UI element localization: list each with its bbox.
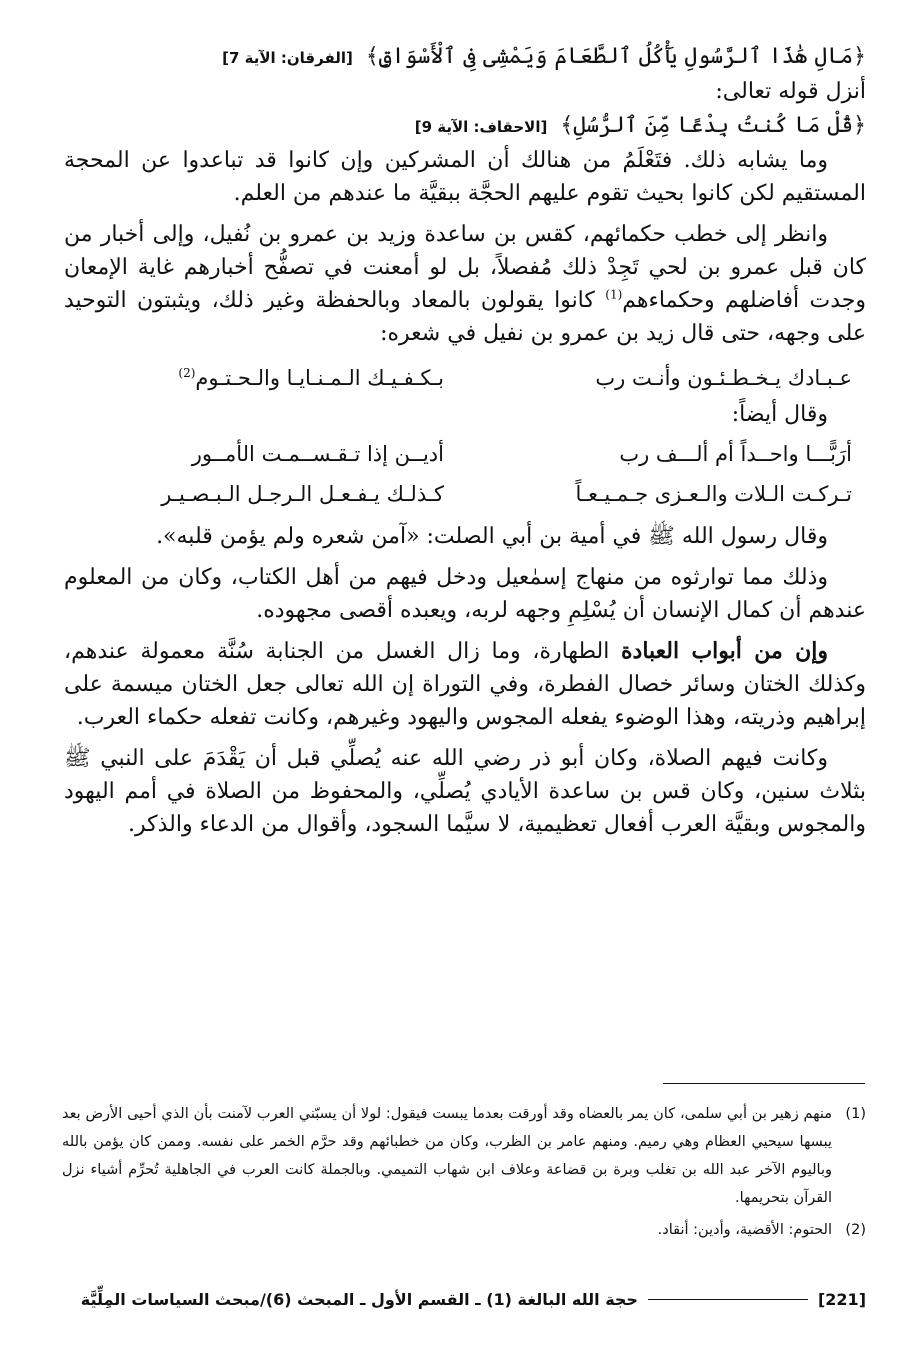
footnote-separator (663, 1083, 865, 1084)
poem-first-hemistich: تـركـت الـلات والـعـزى جـمـيـعـاً (575, 482, 852, 506)
footnote-text: منهم زهير بن أبي سلمى، كان يمر بالعضاه وقد أورقت بعدما يبست فيقول: لولا أن يسبّني العرب لآمنت بأن الذي أحيى الأرض بعد يبسها سيحيي العظام وهي رميم. ومنهم عامر بن الظرب، وكان من خطبائهم وقد حرَّم الخمر على نفسه. وممن كان يؤمن بالله وباليوم الآخر عبد الله بن تغلب وبرة بن قضاعة وعلاف ابن شهاب التميمي. وبالجملة كانت العرب في الجاهلية تُحرِّم أشياء نزل القرآن بتحريمها. (62, 1106, 832, 1206)
running-title: حجة الله البالغة (1) ـ القسم الأول ـ المبحث (6)/مبحث السياسات المِلِّيَّة (80, 1290, 638, 1309)
footnote-marker-2: (2) (178, 366, 196, 380)
paragraph-4: وذلك مما توارثوه من منهاج إسمٰعيل ودخل فيهم من أهل الكتاب، وكان من المعلوم عندهم أن كمال الإنسان أن يُسْلِمِ وجهه لربه، ويعبده أقصى مجهوده. (64, 565, 866, 623)
footer-rule (648, 1299, 808, 1300)
footnote-1 (62, 1100, 866, 1212)
paragraph-5 (64, 635, 866, 734)
verse-reference: [الاحقاف: الآية 9] (414, 118, 548, 136)
poem-first-hemistich: عـبـادك يـخـطـئـون وأنـت رب (595, 366, 852, 390)
poem-second-hemistich-text: بـكـفـيـك الـمـنـايـا والـحـتـوم (195, 366, 444, 390)
poem-second-hemistich: أديــن إذا تـقـســمـت الأمــور (191, 442, 444, 466)
verse-text: ﴿قُلْ مَا كُنتُ بِدْعًا مِّنَ ٱلرُّسُلِ﴾ (560, 113, 866, 138)
paragraph-2-part-a: وانظر إلى خطب حكمائهم، كقس بن ساعدة وزيد بن عمرو بن نُفيل، وإلى أخبار من كان قبل عمرو بن لحي تَجِدْ ذلك مُفصلاً، بل لو أمعنت في تصفُّح أخبارهم غاية الإمعان وجدت أفاضلهم وحكماءهم (64, 222, 867, 313)
paragraph-2-part-b: كانوا يقولون بالمعاد وبالحفظة وغير ذلك، ويثبتون التوحيد على وجهه، حتى قال زيد بن عمرو بن نفيل في شعره: (64, 288, 866, 346)
poem (64, 358, 866, 514)
paragraph-2 (64, 218, 866, 350)
verse-text: ﴿مَالِ هَٰذَا ٱلرَّسُولِ يَأْكُلُ ٱلطَّعَامَ وَيَمْشِى فِى ٱلْأَسْوَاقِ﴾ (365, 44, 866, 69)
quran-verse-ahqaf (64, 109, 866, 144)
poem-first-hemistich: أرَبًّـــا واحــداً أم ألـــف رب (619, 442, 852, 466)
poem-second-hemistich: كـذلـك يـفـعـل الـرجـل الـبـصـيـر (161, 482, 444, 506)
quran-verse-furqan (64, 40, 866, 75)
paragraph-5-lead: وإن من أبواب العبادة (621, 638, 828, 664)
footnote-number: (2) (845, 1222, 866, 1238)
footnotes (62, 1100, 866, 1248)
poem-intro: وقال أيضاً: (731, 402, 828, 427)
poem-verse-1 (64, 358, 866, 398)
page-number: [221] (817, 1290, 866, 1309)
paragraph-5-rest: الطهارة، وما زال الغسل من الجنابة سُنَّة معمولة عندهم، وكذلك الختان وسائر خصال الفطرة، وفي التوراة إن الله تعالى جعل الختان ميسمة على إبراهيم وذريته، وهذا الوضوء يفعله المجوس واليهود وغيرهم، وكانت تفعله حكماء العرب. (64, 639, 867, 730)
paragraph-1: وما يشابه ذلك. فتَعْلَمُ من هنالك أن المشركين وإن كانوا قد تباعدوا عن المحجة المستقيم لكن كانوا بحيث تقوم عليهم الحجَّة ببقيَّة ما عندهم من العلم. (64, 148, 866, 206)
page-footer (62, 1290, 866, 1309)
main-text (64, 40, 866, 841)
poem-verse-3 (64, 474, 866, 514)
footnote-text: الحتوم: الأقضية، وأدين: أنقاد. (657, 1222, 832, 1238)
footnote-2 (62, 1216, 866, 1244)
poem-verse-2 (64, 434, 866, 474)
paragraph-6: وكانت فيهم الصلاة، وكان أبو ذر رضي الله عنه يُصلِّي قبل أن يَقْدَمَ على النبي ﷺ بثلاث سنين، وكان قس بن ساعدة الأيادي يُصلِّي، والمحفوظ من الصلاة في أمم اليهود والمجوس وبقيَّة العرب أفعال تعظيمية، لا سيَّما السجود، وأقوال من الدعاء والذكر. (64, 746, 866, 837)
verse-intro: أنزل قوله تعالى: (715, 79, 866, 104)
footnote-marker-1: (1) (605, 287, 623, 302)
paragraph-3: وقال رسول الله ﷺ في أمية بن أبي الصلت: «آمن شعره ولم يؤمن قلبه». (156, 524, 828, 549)
footnote-number: (1) (845, 1106, 866, 1122)
poem-second-hemistich (104, 358, 444, 398)
verse-reference: [الفرقان: الآية 7] (222, 49, 353, 67)
